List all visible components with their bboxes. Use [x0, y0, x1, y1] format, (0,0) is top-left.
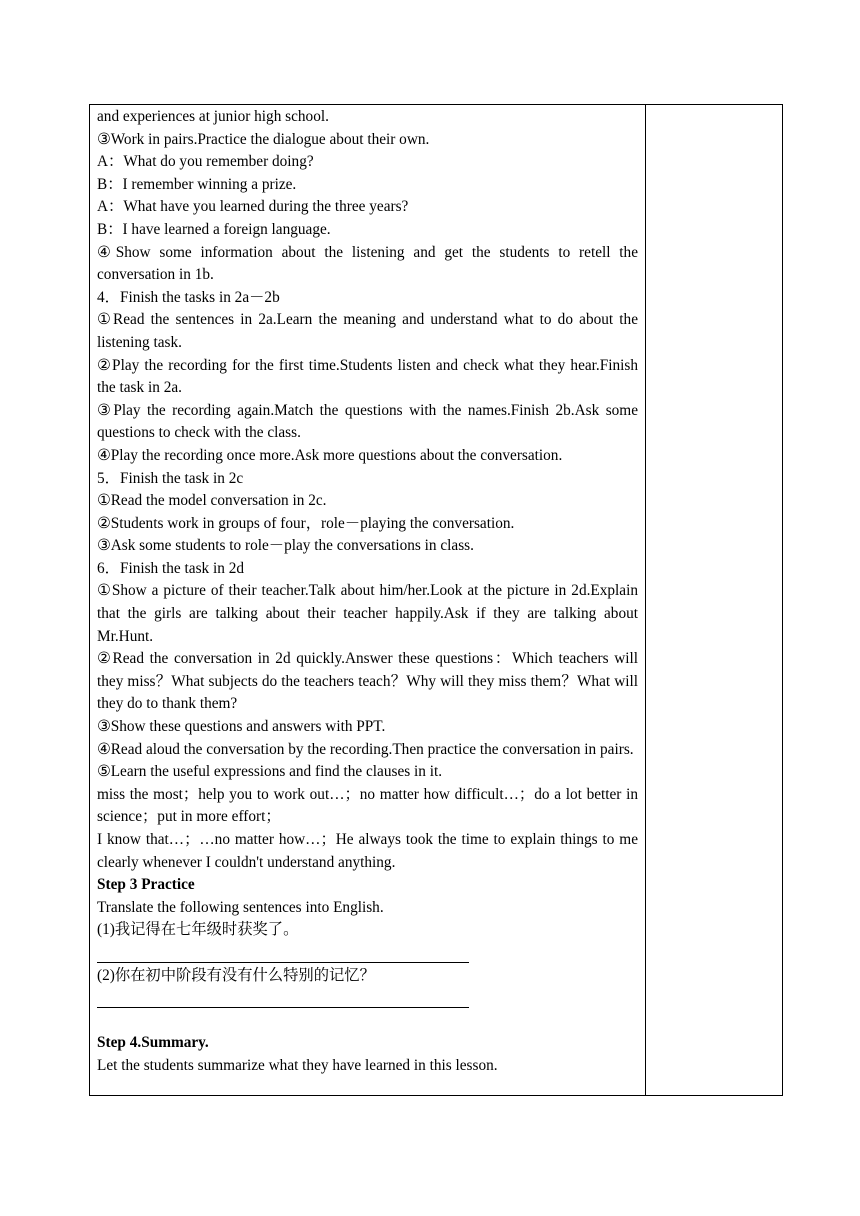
question-2: (2)你在初中阶段有没有什么特别的记忆？ — [97, 966, 375, 984]
text-line: ③Show these questions and answers with PPT. — [97, 718, 386, 736]
text-line: ①Read the sentences in 2a.Learn the meaning and understand what to do about the listening task. — [97, 311, 638, 351]
step3-instruction: Translate the following sentences into English. — [97, 898, 384, 916]
task-heading: 4．Finish the tasks in 2a－2b — [97, 288, 280, 306]
text-line: ④Read aloud the conversation by the recording.Then practice the conversation in pairs. — [97, 740, 634, 758]
procedure-content — [97, 106, 638, 1078]
column-divider — [645, 105, 646, 1095]
answer-blank-1 — [97, 942, 638, 965]
text-line: ②Play the recording for the first time.Students listen and check what they hear.Finish the task in 2a. — [97, 356, 638, 397]
text-line: ③Play the recording again.Match the questions with the names.Finish 2b.Ask some questions to check with the class. — [97, 401, 638, 442]
text-line: ①Show a picture of their teacher.Talk about him/her.Look at the picture in 2d.Explain that the girls are talking about their teacher happily.Ask if they are talking about Mr.Hunt. — [97, 582, 638, 645]
answer-blank-2 — [97, 987, 638, 1010]
dialogue-line: A：What do you remember doing? — [97, 153, 314, 171]
expressions-line: miss the most；help you to work out…；no matter how difficult…；do a lot better in science；put in more effort； — [97, 785, 638, 826]
text-line: ④Play the recording once more.Ask more questions about the conversation. — [97, 446, 563, 464]
task-heading: 5．Finish the task in 2c — [97, 469, 244, 487]
dialogue-line: A：What have you learned during the three years? — [97, 198, 409, 216]
question-1: (1)我记得在七年级时获奖了。 — [97, 921, 299, 939]
step4-heading: Step 4.Summary. — [97, 1034, 209, 1052]
spacer — [97, 1010, 638, 1033]
text-line: ②Students work in groups of four，role－playing the conversation. — [97, 514, 515, 532]
text-line: ④Show some information about the listening and get the students to retell the conversation in 1b. — [97, 243, 638, 284]
dialogue-line: B：I have learned a foreign language. — [97, 220, 331, 238]
text-line: ③Ask some students to role－play the conversations in class. — [97, 537, 474, 555]
text-line: ①Read the model conversation in 2c. — [97, 492, 327, 510]
text-line: and experiences at junior high school. — [97, 108, 329, 125]
task-heading: 6．Finish the task in 2d — [97, 559, 245, 577]
text-line: ③Work in pairs.Practice the dialogue about their own. — [97, 130, 430, 148]
step4-text: Let the students summarize what they have learned in this lesson. — [97, 1056, 498, 1074]
text-line: ②Read the conversation in 2d quickly.Answer these questions：Which teachers will they miss？What subjects do the teachers teach？Why will they miss them？What will they do to thank them? — [97, 650, 638, 713]
expressions-line: I know that…；…no matter how…；He always took the time to explain things to me clearly whenever I couldn't understand anything. — [97, 831, 638, 871]
dialogue-line: B：I remember winning a prize. — [97, 175, 297, 193]
text-line: ⑤Learn the useful expressions and find the clauses in it. — [97, 763, 443, 781]
step3-heading: Step 3 Practice — [97, 876, 195, 894]
